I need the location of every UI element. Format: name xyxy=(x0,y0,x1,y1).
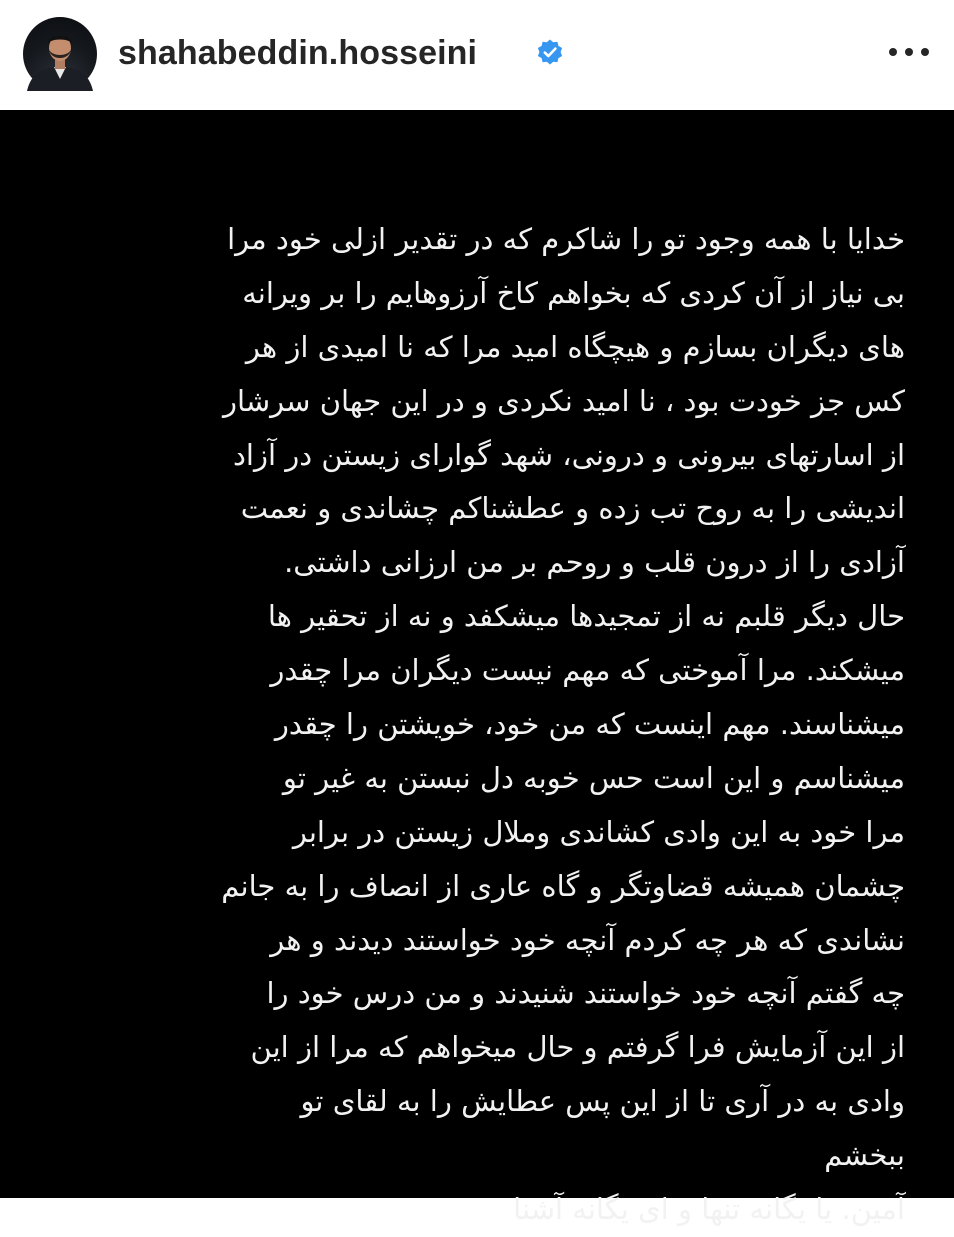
more-options-icon[interactable] xyxy=(889,40,929,64)
post-image[interactable] xyxy=(0,110,954,1227)
post-text-line: آزادی را از درون قلب و روحم بر من ارزانی داشتی. xyxy=(284,545,905,580)
post-text-line: اندیشی را به روح تب زده و عطشناکم چشاندی و نعمت xyxy=(240,491,905,526)
more-dot xyxy=(905,48,913,56)
post-text-line: میشناسند. مهم اینست که من خود، خویشتن را چقدر xyxy=(274,707,905,742)
post-text-line: از اسارتهای بیرونی و درونی، شهد گوارای زیستن در آزاد xyxy=(232,437,905,472)
post-text-line: از این آزمایش فرا گرفتم و حال میخواهم که مرا از این xyxy=(250,1030,905,1065)
post-text-line: حال دیگر قلبم نه از تمجیدها میشکفد و نه از تحقیر ها xyxy=(267,599,905,634)
username[interactable]: shahabeddin.hosseini xyxy=(118,34,478,72)
post-text-line: وادی به در آری تا از این پس عطایش را به لقای تو xyxy=(300,1084,905,1119)
verified-badge-icon xyxy=(535,38,565,68)
post-text-line: چه گفتم آنچه خود خواستند شنیدند و من درس خود را xyxy=(266,976,905,1011)
post-text-line: خدایا با همه وجود تو را شاکرم که در تقدیر ازلی خود مرا xyxy=(227,222,905,256)
post-header xyxy=(0,0,954,110)
post-text xyxy=(40,213,905,1237)
post-text-line: کس جز خودت بود ، نا امید نکردی و در این جهان سرشار xyxy=(223,383,905,418)
avatar[interactable] xyxy=(23,17,97,91)
more-dot xyxy=(889,48,897,56)
post-text-line: میشناسم و این است حس خوبه دل نبستن به غیر تو xyxy=(282,760,905,795)
more-dot xyxy=(921,48,929,56)
post-text-line: های دیگران بسازم و هیچگاه امید مرا که نا امیدی از هر xyxy=(245,329,905,364)
post-text-line: نشاندی که هر چه کردم آنچه خود خواستند دیدند و هر xyxy=(270,922,905,957)
post-text-line: بی نیاز از آن کردی که بخواهم کاخ آرزوهایم را بر ویرانه xyxy=(242,275,905,310)
post-text-line: آمین. یا یگانه تنها و ای یگانه آشنا xyxy=(513,1192,905,1227)
post-text-line: میشکند. مرا آموختی که مهم نیست دیگران مرا چقدر xyxy=(270,653,905,688)
post-text-line: چشمان همیشه قضاوتگر و گاه عاری از انصاف را به جانم xyxy=(221,868,905,903)
avatar-image xyxy=(23,17,97,91)
post-text-line: مرا خود به این وادی کشاندی وملال زیستن در برابر xyxy=(292,814,905,849)
post-text-line: ببخشم xyxy=(824,1138,905,1173)
